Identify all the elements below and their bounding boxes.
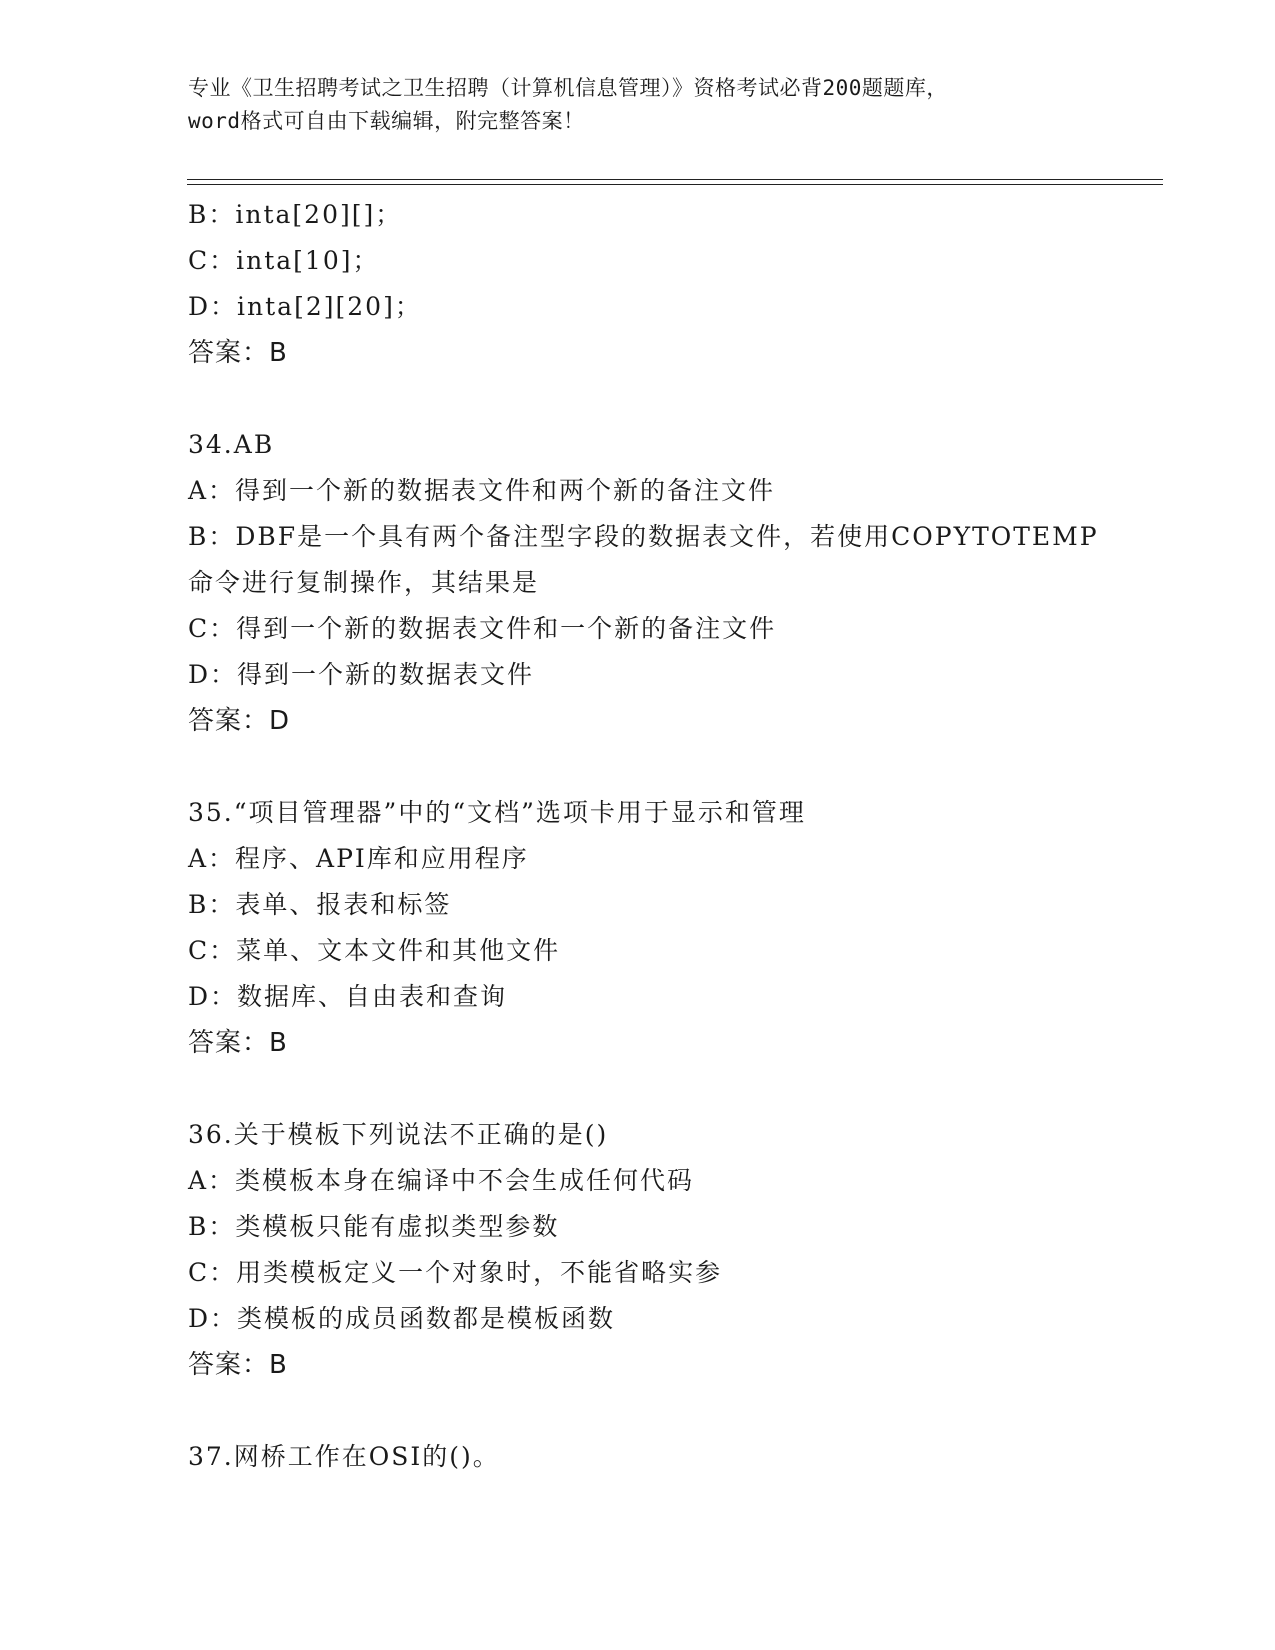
question-list: [188, 192, 1148, 1480]
option-a: A：类模板本身在编译中不会生成任何代码: [188, 1166, 695, 1195]
answer: 答案：D: [188, 706, 291, 736]
question-34: [188, 422, 1148, 744]
option-b: B：DBF是一个具有两个备注型字段的数据表文件，若使用COPYTOTEMP: [188, 522, 1099, 551]
question-35: [188, 790, 1148, 1066]
option-b: B：inta[20][]；: [188, 200, 403, 229]
option-d: D：得到一个新的数据表文件: [188, 660, 535, 689]
question-title: 34.AB: [188, 430, 275, 459]
option-a: A：程序、API库和应用程序: [188, 844, 529, 873]
header-line-1: 专业《卫生招聘考试之卫生招聘（计算机信息管理）》资格考试必背200题题库，: [188, 76, 948, 100]
option-b-continued: 命令进行复制操作，其结果是: [188, 568, 540, 597]
question-33: [188, 192, 1148, 376]
option-b: B：表单、报表和标签: [188, 890, 452, 919]
question-title: 36.关于模板下列说法不正确的是(): [188, 1120, 609, 1149]
question-title: 37.网桥工作在OSI的()。: [188, 1442, 500, 1471]
document-header: [188, 72, 1088, 138]
option-d: D：数据库、自由表和查询: [188, 982, 508, 1011]
answer: 答案：B: [188, 1350, 288, 1380]
option-d: D：inta[2][20]；: [188, 292, 422, 321]
option-c: C：得到一个新的数据表文件和一个新的备注文件: [188, 614, 777, 643]
spacer: [188, 1066, 1148, 1112]
spacer: [188, 376, 1148, 422]
option-a: A：得到一个新的数据表文件和两个新的备注文件: [188, 476, 776, 505]
option-b: B：类模板只能有虚拟类型参数: [188, 1212, 560, 1241]
header-divider-bottom: [187, 184, 1163, 185]
answer: 答案：B: [188, 1028, 288, 1058]
question-title: 35.“项目管理器”中的“文档”选项卡用于显示和管理: [188, 798, 806, 827]
answer: 答案：B: [188, 338, 288, 368]
option-c: C：inta[10]；: [188, 246, 380, 275]
spacer: [188, 1388, 1148, 1434]
header-divider-top: [187, 179, 1163, 180]
question-37: [188, 1434, 1148, 1480]
option-c: C：用类模板定义一个对象时，不能省略实参: [188, 1258, 723, 1287]
spacer: [188, 744, 1148, 790]
option-c: C：菜单、文本文件和其他文件: [188, 936, 561, 965]
question-36: [188, 1112, 1148, 1388]
option-d: D：类模板的成员函数都是模板函数: [188, 1304, 616, 1333]
header-line-2: word格式可自由下载编辑，附完整答案！: [188, 109, 585, 133]
